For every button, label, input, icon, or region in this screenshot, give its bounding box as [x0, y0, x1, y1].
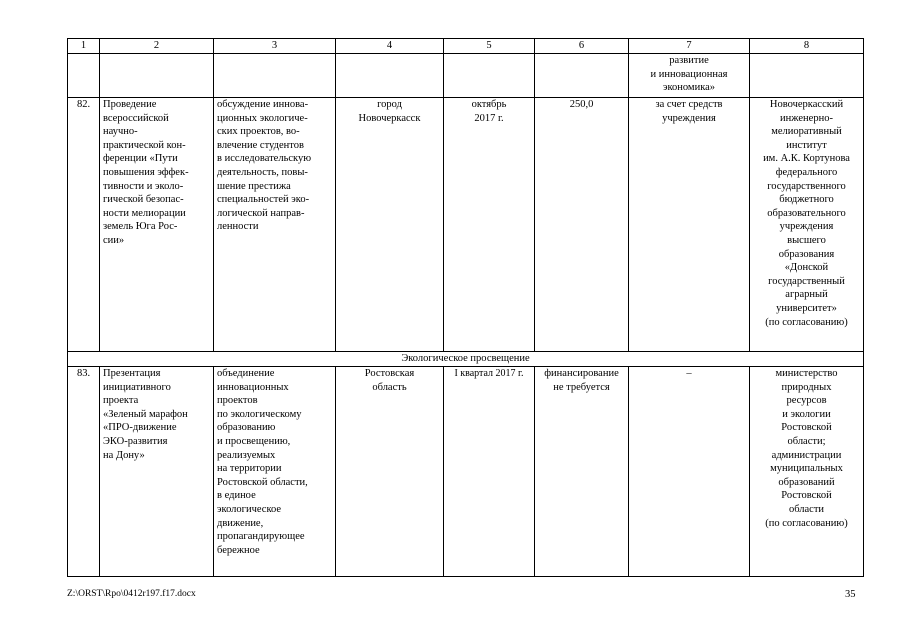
cont-cell-4 [336, 54, 444, 98]
cont-cell-2 [100, 54, 214, 98]
column-number-row [68, 39, 864, 54]
col-header-3: 3 [214, 39, 336, 54]
table-row-83 [68, 367, 864, 577]
row-number: 82. [68, 98, 100, 352]
col-header-6: 6 [535, 39, 629, 54]
event-date: I квартал 2017 г. [444, 367, 535, 577]
col-header-4: 4 [336, 39, 444, 54]
col-header-1: 1 [68, 39, 100, 54]
row-number: 83. [68, 367, 100, 577]
footer-file-path: Z:\ORST\Rpo\0412r197.f17.docx [67, 589, 196, 599]
col-header-5: 5 [444, 39, 535, 54]
event-funding-source: за счет средств учреждения [629, 98, 750, 352]
cont-cell-funding: развитие и инновационная экономика» [629, 54, 750, 98]
event-goal: обсуждение иннова- ционных экологиче- ских проектов, во- влечение студентов в исследовательскую деятельность, повы- шение престижа специальностей эко- логической направ- ленности [214, 98, 336, 352]
table-row-82 [68, 98, 864, 352]
col-header-8: 8 [750, 39, 864, 54]
event-amount: финансирование не требуется [535, 367, 629, 577]
continuation-row [68, 54, 864, 98]
section-row [68, 352, 864, 367]
cont-cell-8 [750, 54, 864, 98]
cont-cell-6 [535, 54, 629, 98]
cont-cell-3 [214, 54, 336, 98]
event-location: Ростовская область [336, 367, 444, 577]
event-amount: 250,0 [535, 98, 629, 352]
event-location: город Новочеркасск [336, 98, 444, 352]
event-responsible: министерство природных ресурсов и экологии Ростовской области; администрации муниципальных образований Ростовской области (по согласованию) [750, 367, 864, 577]
cont-cell-1 [68, 54, 100, 98]
event-name: Презентация инициативного проекта «Зеленый марафон «ПРО-движение ЭКО-развития на Дону» [100, 367, 214, 577]
cont-cell-5 [444, 54, 535, 98]
event-goal: объединение инновационных проектов по экологическому образованию и просвещению, реализуемых на территории Ростовской области, в единое экологическое движение, пропагандирующее бережное [214, 367, 336, 577]
col-header-7: 7 [629, 39, 750, 54]
event-date: октябрь 2017 г. [444, 98, 535, 352]
col-header-2: 2 [100, 39, 214, 54]
page-number: 35 [845, 589, 856, 600]
section-title: Экологическое просвещение [68, 352, 864, 367]
event-name: Проведение всероссийской научно- практической кон- ференции «Пути повышения эффек- тивности и эколо- гической безопас- ности мелиорации земель Юга Рос- сии» [100, 98, 214, 352]
document-table [67, 38, 864, 577]
event-funding-source: – [629, 367, 750, 577]
event-responsible: Новочеркасский инженерно- мелиоративный институт им. А.К. Кортунова федерального государственного бюджетного образовательного учреждения высшего образования «Донской государственный аграрный университет» (по согласованию) [750, 98, 864, 352]
